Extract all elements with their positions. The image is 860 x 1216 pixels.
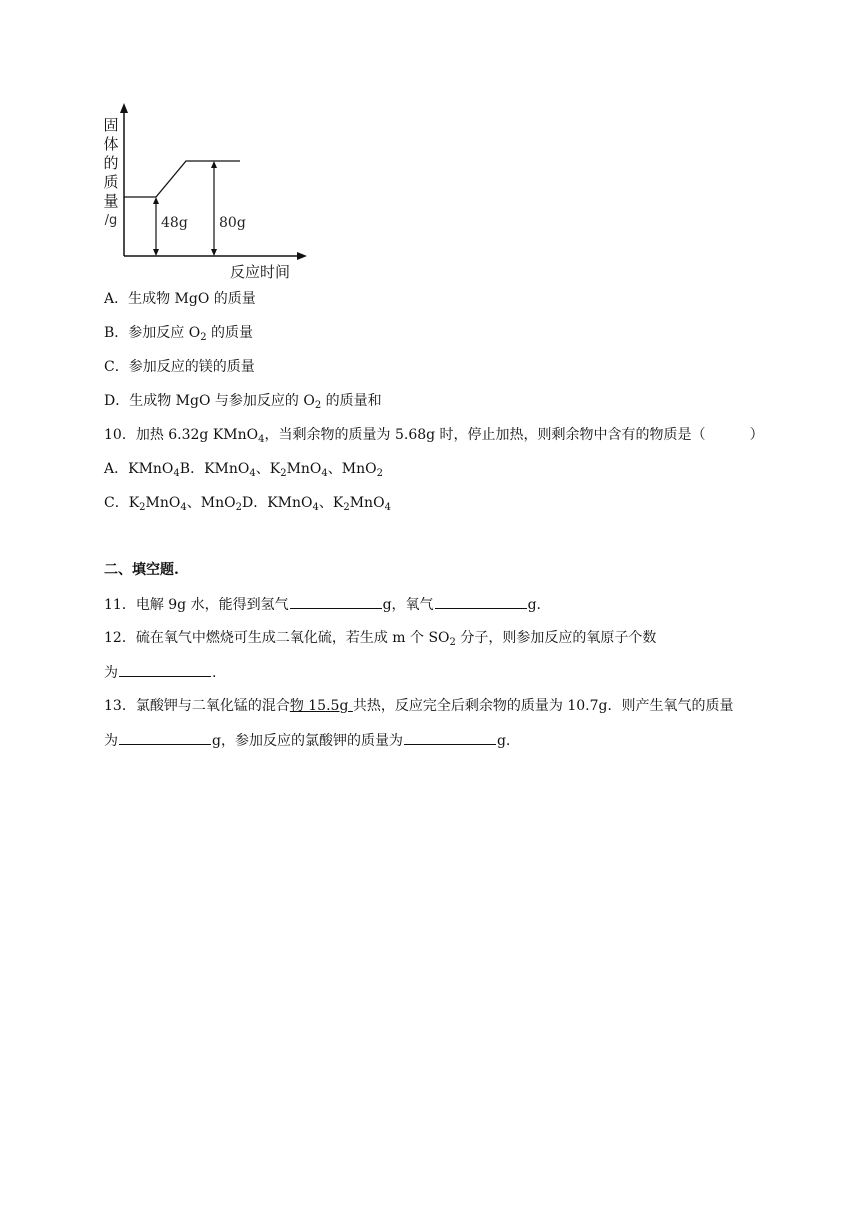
text: C．K	[104, 495, 140, 511]
y-label-unit: /g	[104, 213, 118, 228]
answer-blank[interactable]	[119, 730, 211, 745]
text: 分子，则参加反应的氧原子个数	[455, 630, 657, 646]
x-axis-label: 反应时间	[230, 263, 291, 281]
subscript: 4	[384, 502, 391, 513]
value-48g-label: 48g	[161, 215, 188, 231]
arrow-80g-bottom	[211, 249, 217, 256]
subscript: 2	[280, 468, 287, 479]
text: 的质量	[206, 325, 254, 341]
subscript: 2	[235, 502, 242, 513]
subscript: 2	[139, 502, 146, 513]
subscript: 4	[249, 468, 256, 479]
text: 、MnO	[186, 495, 236, 511]
text: 为	[104, 665, 118, 681]
subscript: 4	[180, 502, 187, 513]
answer-blank[interactable]	[119, 662, 211, 677]
x-axis-arrow	[297, 252, 307, 260]
answer-blank[interactable]	[290, 594, 382, 609]
text: g，参加反应的氯酸钾的质量为	[212, 733, 403, 749]
q9-option-d	[104, 391, 382, 413]
q13-line-2	[104, 730, 510, 751]
text: 12．硫在氧气中燃烧可生成二氧化硫，若生成 m 个 SO	[104, 630, 450, 646]
text: MnO	[349, 495, 385, 511]
text: 、MnO	[327, 461, 377, 477]
answer-blank[interactable]	[435, 594, 527, 609]
text: g.	[527, 597, 541, 613]
arrow-48g-top	[153, 197, 159, 204]
text: MnO	[286, 461, 322, 477]
underlined-text: 物 15.5g	[289, 698, 353, 714]
mass-time-graph	[98, 100, 310, 285]
y-label-char: 量	[103, 192, 119, 210]
text: g，氧气	[382, 597, 434, 613]
text: 11．电解 9g 水，能得到氢气	[104, 597, 289, 613]
text: MnO	[145, 495, 181, 511]
q9-option-c: C．参加反应的镁的质量	[104, 359, 255, 375]
text: 、K	[255, 461, 281, 477]
text: .	[212, 665, 217, 681]
text: B．参加反应 O	[104, 325, 201, 341]
subscript: 2	[449, 637, 456, 648]
subscript: 4	[321, 468, 328, 479]
text: A．KMnO	[104, 461, 174, 477]
mass-time-figure	[98, 100, 310, 285]
subscript: 4	[312, 502, 319, 513]
text: 为	[104, 733, 118, 749]
q12	[104, 628, 656, 650]
arrow-80g-top	[211, 161, 217, 168]
text: B．KMnO	[179, 461, 250, 477]
text: g.	[496, 733, 511, 749]
subscript: 2	[343, 502, 350, 513]
q9-option-b	[104, 323, 253, 345]
text: ，当剩余物的质量为 5.68g 时，停止加热，则剩余物中含有的物质是（	[264, 427, 706, 443]
mass-curve	[124, 161, 240, 197]
arrow-48g-bottom	[153, 249, 159, 256]
y-label-char: 固	[103, 116, 119, 134]
q10-stem	[104, 425, 764, 447]
text: 13．氯酸钾与二氧化锰的混合	[104, 698, 290, 714]
text: 的质量和	[321, 393, 382, 409]
subscript: 4	[258, 434, 265, 445]
y-label-char: 质	[103, 173, 119, 191]
y-label-char: 的	[103, 154, 119, 172]
text: ）	[749, 427, 764, 443]
q13	[104, 696, 733, 716]
subscript: 2	[376, 468, 384, 479]
text: 10．加热 6.32g KMnO	[104, 427, 259, 443]
q10-options-row-1	[104, 459, 383, 481]
subscript: 2	[200, 332, 207, 343]
text: 共热，反应完全后剩余物的质量为 10.7g．则产生氧气的质量	[352, 698, 734, 714]
section-heading: 二、填空题.	[104, 562, 179, 578]
q11	[104, 594, 541, 615]
y-axis-label	[102, 116, 120, 230]
q10-options-row-2	[104, 493, 391, 515]
text: D．生成物 MgO 与参加反应的 O	[104, 393, 315, 409]
subscript: 4	[173, 468, 180, 479]
y-axis-arrow	[120, 103, 128, 113]
q9-option-a: A．生成物 MgO 的质量	[104, 291, 256, 307]
answer-blank[interactable]	[404, 730, 496, 745]
subscript: 2	[314, 400, 322, 411]
value-80g-label: 80g	[219, 215, 246, 231]
text: 、K	[318, 495, 344, 511]
q12-line-2	[104, 662, 216, 683]
text: D．KMnO	[241, 495, 313, 511]
y-label-char: 体	[103, 135, 119, 153]
